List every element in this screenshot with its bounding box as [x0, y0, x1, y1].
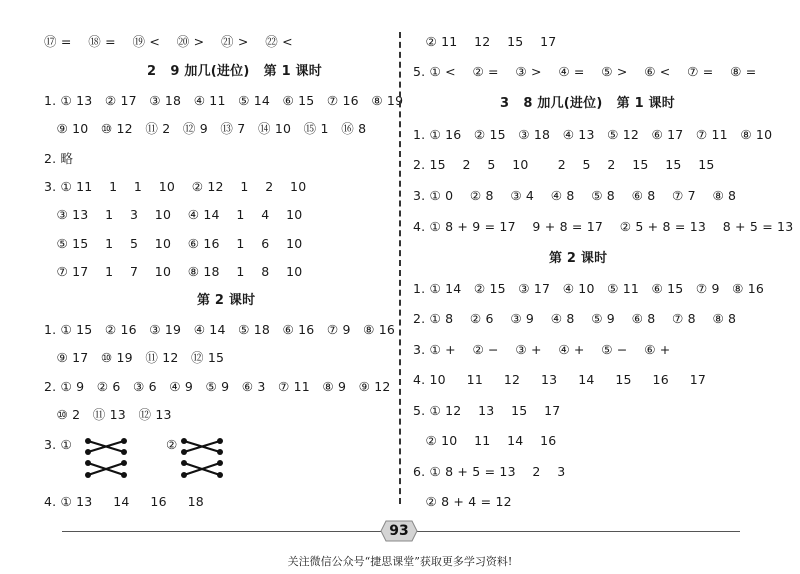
answer-line: ⑨ 17 ⑩ 19 ⑪ 12 ⑫ 15: [44, 350, 225, 365]
answer-line: 3. ① 11 1 1 10 ② 12 1 2 10: [44, 179, 307, 194]
answer-line: ② 10 11 14 16: [413, 433, 557, 448]
matching-diagram-2: [178, 436, 226, 482]
answer-line: 2. 略: [44, 151, 74, 166]
section-heading: 3 8 加几(进位) 第 1 课时: [500, 96, 675, 111]
answer-line: 1. ① 13 ② 17 ③ 18 ④ 11 ⑤ 14 ⑥ 15 ⑦ 16 ⑧ 19: [44, 93, 404, 108]
answer-line: ⑰ = ⑱ = ⑲ < ⑳ > ㉑ > ㉒ <: [44, 34, 293, 49]
answer-label: ②: [166, 437, 178, 452]
answer-line: ⑤ 15 1 5 10 ⑥ 16 1 6 10: [44, 236, 303, 251]
answer-line: 4. ① 8 + 9 = 17 9 + 8 = 17 ② 5 + 8 = 13 8 + 5 = 13: [413, 219, 794, 234]
footer-note: 关注微信公众号“捷思课堂”获取更多学习资料!: [287, 555, 513, 568]
answer-line: 2. ① 9 ② 6 ③ 6 ④ 9 ⑤ 9 ⑥ 3 ⑦ 11 ⑧ 9 ⑨ 12: [44, 379, 391, 394]
answer-line: 2. ① 8 ② 6 ③ 9 ④ 8 ⑤ 9 ⑥ 8 ⑦ 8 ⑧ 8: [413, 311, 737, 326]
answer-line: ⑩ 2 ⑪ 13 ⑫ 13: [44, 407, 172, 422]
answer-line: 5. ① 12 13 15 17: [413, 403, 561, 418]
answer-line: 1. ① 16 ② 15 ③ 18 ④ 13 ⑤ 12 ⑥ 17 ⑦ 11 ⑧ 10: [413, 127, 773, 142]
page-number: 93: [389, 523, 409, 539]
answer-line: 4. 10 11 12 13 14 15 16 17: [413, 372, 707, 387]
section-heading: 2 9 加几(进位) 第 1 课时: [147, 64, 322, 79]
section-heading: 第 2 课时: [549, 251, 608, 266]
answer-line: 6. ① 8 + 5 = 13 2 3: [413, 464, 566, 479]
answer-line: 3. ① 0 ② 8 ③ 4 ④ 8 ⑤ 8 ⑥ 8 ⑦ 7 ⑧ 8: [413, 188, 737, 203]
answer-line: 4. ① 13 14 16 18: [44, 494, 204, 509]
answer-line: 1. ① 14 ② 15 ③ 17 ④ 10 ⑤ 11 ⑥ 15 ⑦ 9 ⑧ 16: [413, 281, 765, 296]
answer-line: 1. ① 15 ② 16 ③ 19 ④ 14 ⑤ 18 ⑥ 16 ⑦ 9 ⑧ 16: [44, 322, 396, 337]
answer-line: ⑨ 10 ⑩ 12 ⑪ 2 ⑫ 9 ⑬ 7 ⑭ 10 ⑮ 1 ⑯ 8: [44, 121, 367, 136]
section-heading: 第 2 课时: [197, 293, 256, 308]
answer-line: 5. ① < ② = ③ > ④ = ⑤ > ⑥ < ⑦ = ⑧ =: [413, 64, 757, 79]
answer-line: ② 11 12 15 17: [413, 34, 557, 49]
answer-line: ⑦ 17 1 7 10 ⑧ 18 1 8 10: [44, 264, 303, 279]
answer-label: 3. ①: [44, 437, 72, 452]
answer-line: 3. ① + ② − ③ + ④ + ⑤ − ⑥ +: [413, 342, 671, 357]
answer-line: ③ 13 1 3 10 ④ 14 1 4 10: [44, 207, 303, 222]
answer-line: ② 8 + 4 = 12: [413, 494, 512, 509]
answer-line: 2. 15 2 5 10 2 5 2 15 15 15: [413, 157, 715, 172]
matching-diagram-1: [82, 436, 130, 482]
column-divider: [399, 32, 401, 504]
